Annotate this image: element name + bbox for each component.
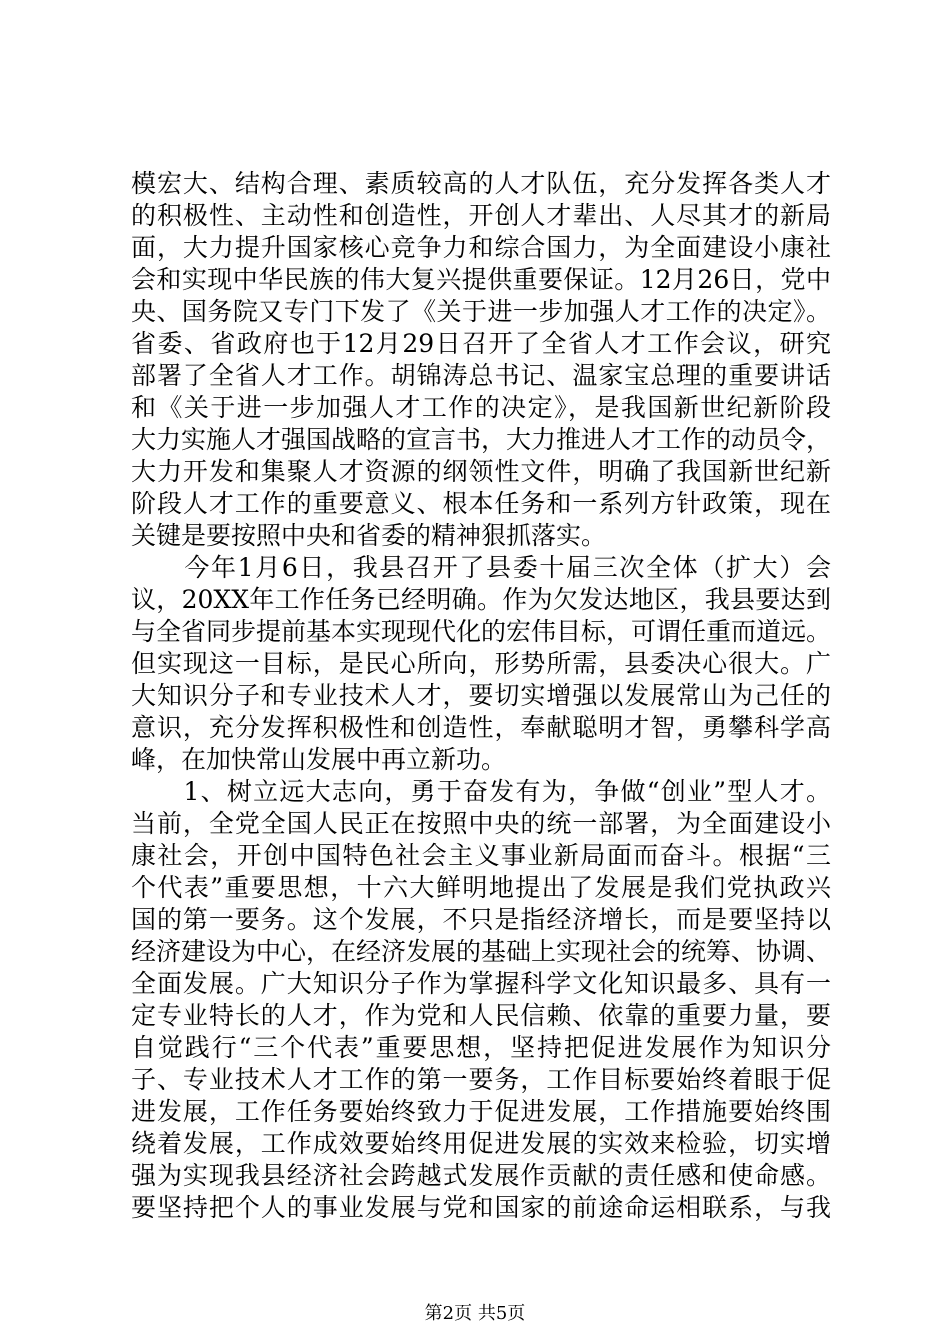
text-line: 定专业特长的人才，作为党和人民信赖、依靠的重要力量，要 <box>131 1001 831 1030</box>
text-line: 与全省同步提前基本实现现代化的宏伟目标，可谓任重而道远。 <box>131 617 831 646</box>
text-line: 省委、省政府也于12月29日召开了全省人才工作会议，研究 <box>131 329 831 358</box>
text-line: 部署了全省人才工作。胡锦涛总书记、温家宝总理的重要讲话 <box>131 361 831 390</box>
text-line: 当前，全党全国人民正在按照中央的统一部署，为全面建设小 <box>131 809 831 838</box>
text-line: 模宏大、结构合理、素质较高的人才队伍，充分发挥各类人才 <box>131 169 831 198</box>
text-line: 大知识分子和专业技术人才，要切实增强以发展常山为己任的 <box>131 681 831 710</box>
page-number: 第2页 共5页 <box>424 1303 526 1324</box>
text-line: 但实现这一目标，是民心所向，形势所需，县委决心很大。广 <box>131 649 831 678</box>
text-line: 绕着发展，工作成效要始终用促进发展的实效来检验，切实增 <box>131 1129 831 1158</box>
text-line: 和《关于进一步加强人才工作的决定》，是我国新世纪新阶段 <box>131 393 831 422</box>
text-line: 1、树立远大志向，勇于奋发有为，争做“创业”型人才。 <box>131 777 831 806</box>
text-line: 子、专业技术人才工作的第一要务，工作目标要始终着眼于促 <box>131 1065 831 1094</box>
text-line: 会和实现中华民族的伟大复兴提供重要保证。12月26日，党中 <box>131 265 831 294</box>
text-line: 意识，充分发挥积极性和创造性，奉献聪明才智，勇攀科学高 <box>131 713 831 742</box>
text-line: 要坚持把个人的事业发展与党和国家的前途命运相联系，与我 <box>131 1193 831 1222</box>
text-line: 峰，在加快常山发展中再立新功。 <box>131 745 507 774</box>
text-line: 今年1月6日，我县召开了县委十届三次全体（扩大）会 <box>131 553 831 582</box>
text-line: 进发展，工作任务要始终致力于促进发展，工作措施要始终围 <box>131 1097 831 1126</box>
text-line: 强为实现我县经济社会跨越式发展作贡献的责任感和使命感。 <box>131 1161 831 1190</box>
text-line: 央、国务院又专门下发了《关于进一步加强人才工作的决定》。 <box>131 297 831 326</box>
text-line: 关键是要按照中央和省委的精神狠抓落实。 <box>131 521 607 550</box>
document-body <box>131 168 831 1224</box>
text-line: 面，大力提升国家核心竞争力和综合国力，为全面建设小康社 <box>131 233 831 262</box>
text-line: 阶段人才工作的重要意义、根本任务和一系列方针政策，现在 <box>131 489 831 518</box>
text-line: 的积极性、主动性和创造性，开创人才辈出、人尽其才的新局 <box>131 201 831 230</box>
text-line: 经济建设为中心，在经济发展的基础上实现社会的统筹、协调、 <box>131 937 831 966</box>
text-line: 议，20XX年工作任务已经明确。作为欠发达地区，我县要达到 <box>131 585 831 614</box>
text-line: 自觉践行“三个代表”重要思想，坚持把促进发展作为知识分 <box>131 1033 831 1062</box>
text-line: 康社会，开创中国特色社会主义事业新局面而奋斗。根据“三 <box>131 841 831 870</box>
text-line: 大力实施人才强国战略的宣言书，大力推进人才工作的动员令， <box>131 425 831 454</box>
text-line: 个代表”重要思想，十六大鲜明地提出了发展是我们党执政兴 <box>131 873 831 902</box>
text-line: 大力开发和集聚人才资源的纲领性文件，明确了我国新世纪新 <box>131 457 831 486</box>
text-line: 全面发展。广大知识分子作为掌握科学文化知识最多、具有一 <box>131 969 831 998</box>
text-line: 国的第一要务。这个发展，不只是指经济增长，而是要坚持以 <box>131 905 831 934</box>
